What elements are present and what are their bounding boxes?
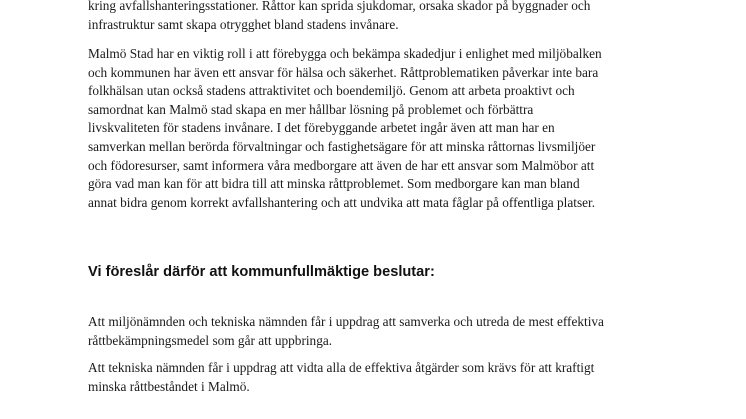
proposal-2 [88,359,678,396]
body-line-9: annat bidra genom korrekt avfallshantering och att undvika att mata fåglar på offentliga platser. [88,194,596,210]
intro-line-2: infrastruktur samt skapa otrygghet bland stadens invånare. [88,16,399,32]
body-line-5: livskvaliteten för stadens invånare. I det förebyggande arbetet ingår även att man har en [88,120,555,136]
proposal-1 [88,313,678,350]
body-line-8: göra vad man kan för att bidra till att minska råttproblemet. Som medborgare kan man bland [88,176,580,192]
proposal-1-line-2: råttbekämpningsmedel som går att uppbringa. [88,332,333,348]
body-line-6: samverkan mellan berörda förvaltningar och fastighetsägare för att minska råttornas livsmiljöer [88,138,596,154]
body-line-3: folkhälsan utan också stadens attraktivitet och boendemiljö. Genom att arbeta proaktivt och [88,83,575,99]
body-line-2: och kommunen har även ett ansvar för hälsa och säkerhet. Råttproblematiken påverkar inte bara [88,64,599,80]
body-line-7: och födoresurser, samt informera våra medborgare att även de har ett ansvar som Malmöbor att [88,157,595,173]
proposal-2-line-2: minska råttbeståndet i Malmö. [88,378,250,394]
body-line-1: Malmö Stad har en viktig roll i att förebygga och bekämpa skadedjur i enlighet med miljöbalken [88,46,602,61]
intro-paragraph [88,0,678,34]
intro-line-1: kring avfallshanteringsstationer. Råttor kan sprida sjukdomar, orsaka skador på byggnader och [88,0,591,13]
proposal-2-line-1: Att tekniska nämnden får i uppdrag att vidta alla de effektiva åtgärder som krävs för att kraftigt [88,360,595,375]
body-paragraph [88,45,678,212]
body-line-4: samordnat kan Malmö stad skapa en mer hållbar lösning på problemet och förbättra [88,101,534,117]
proposal-1-line-1: Att miljönämnden och tekniska nämnden får i uppdrag att samverka och utreda de mest effektiva [88,314,604,329]
section-heading: Vi föreslår därför att kommunfullmäktige beslutar: [88,264,435,280]
